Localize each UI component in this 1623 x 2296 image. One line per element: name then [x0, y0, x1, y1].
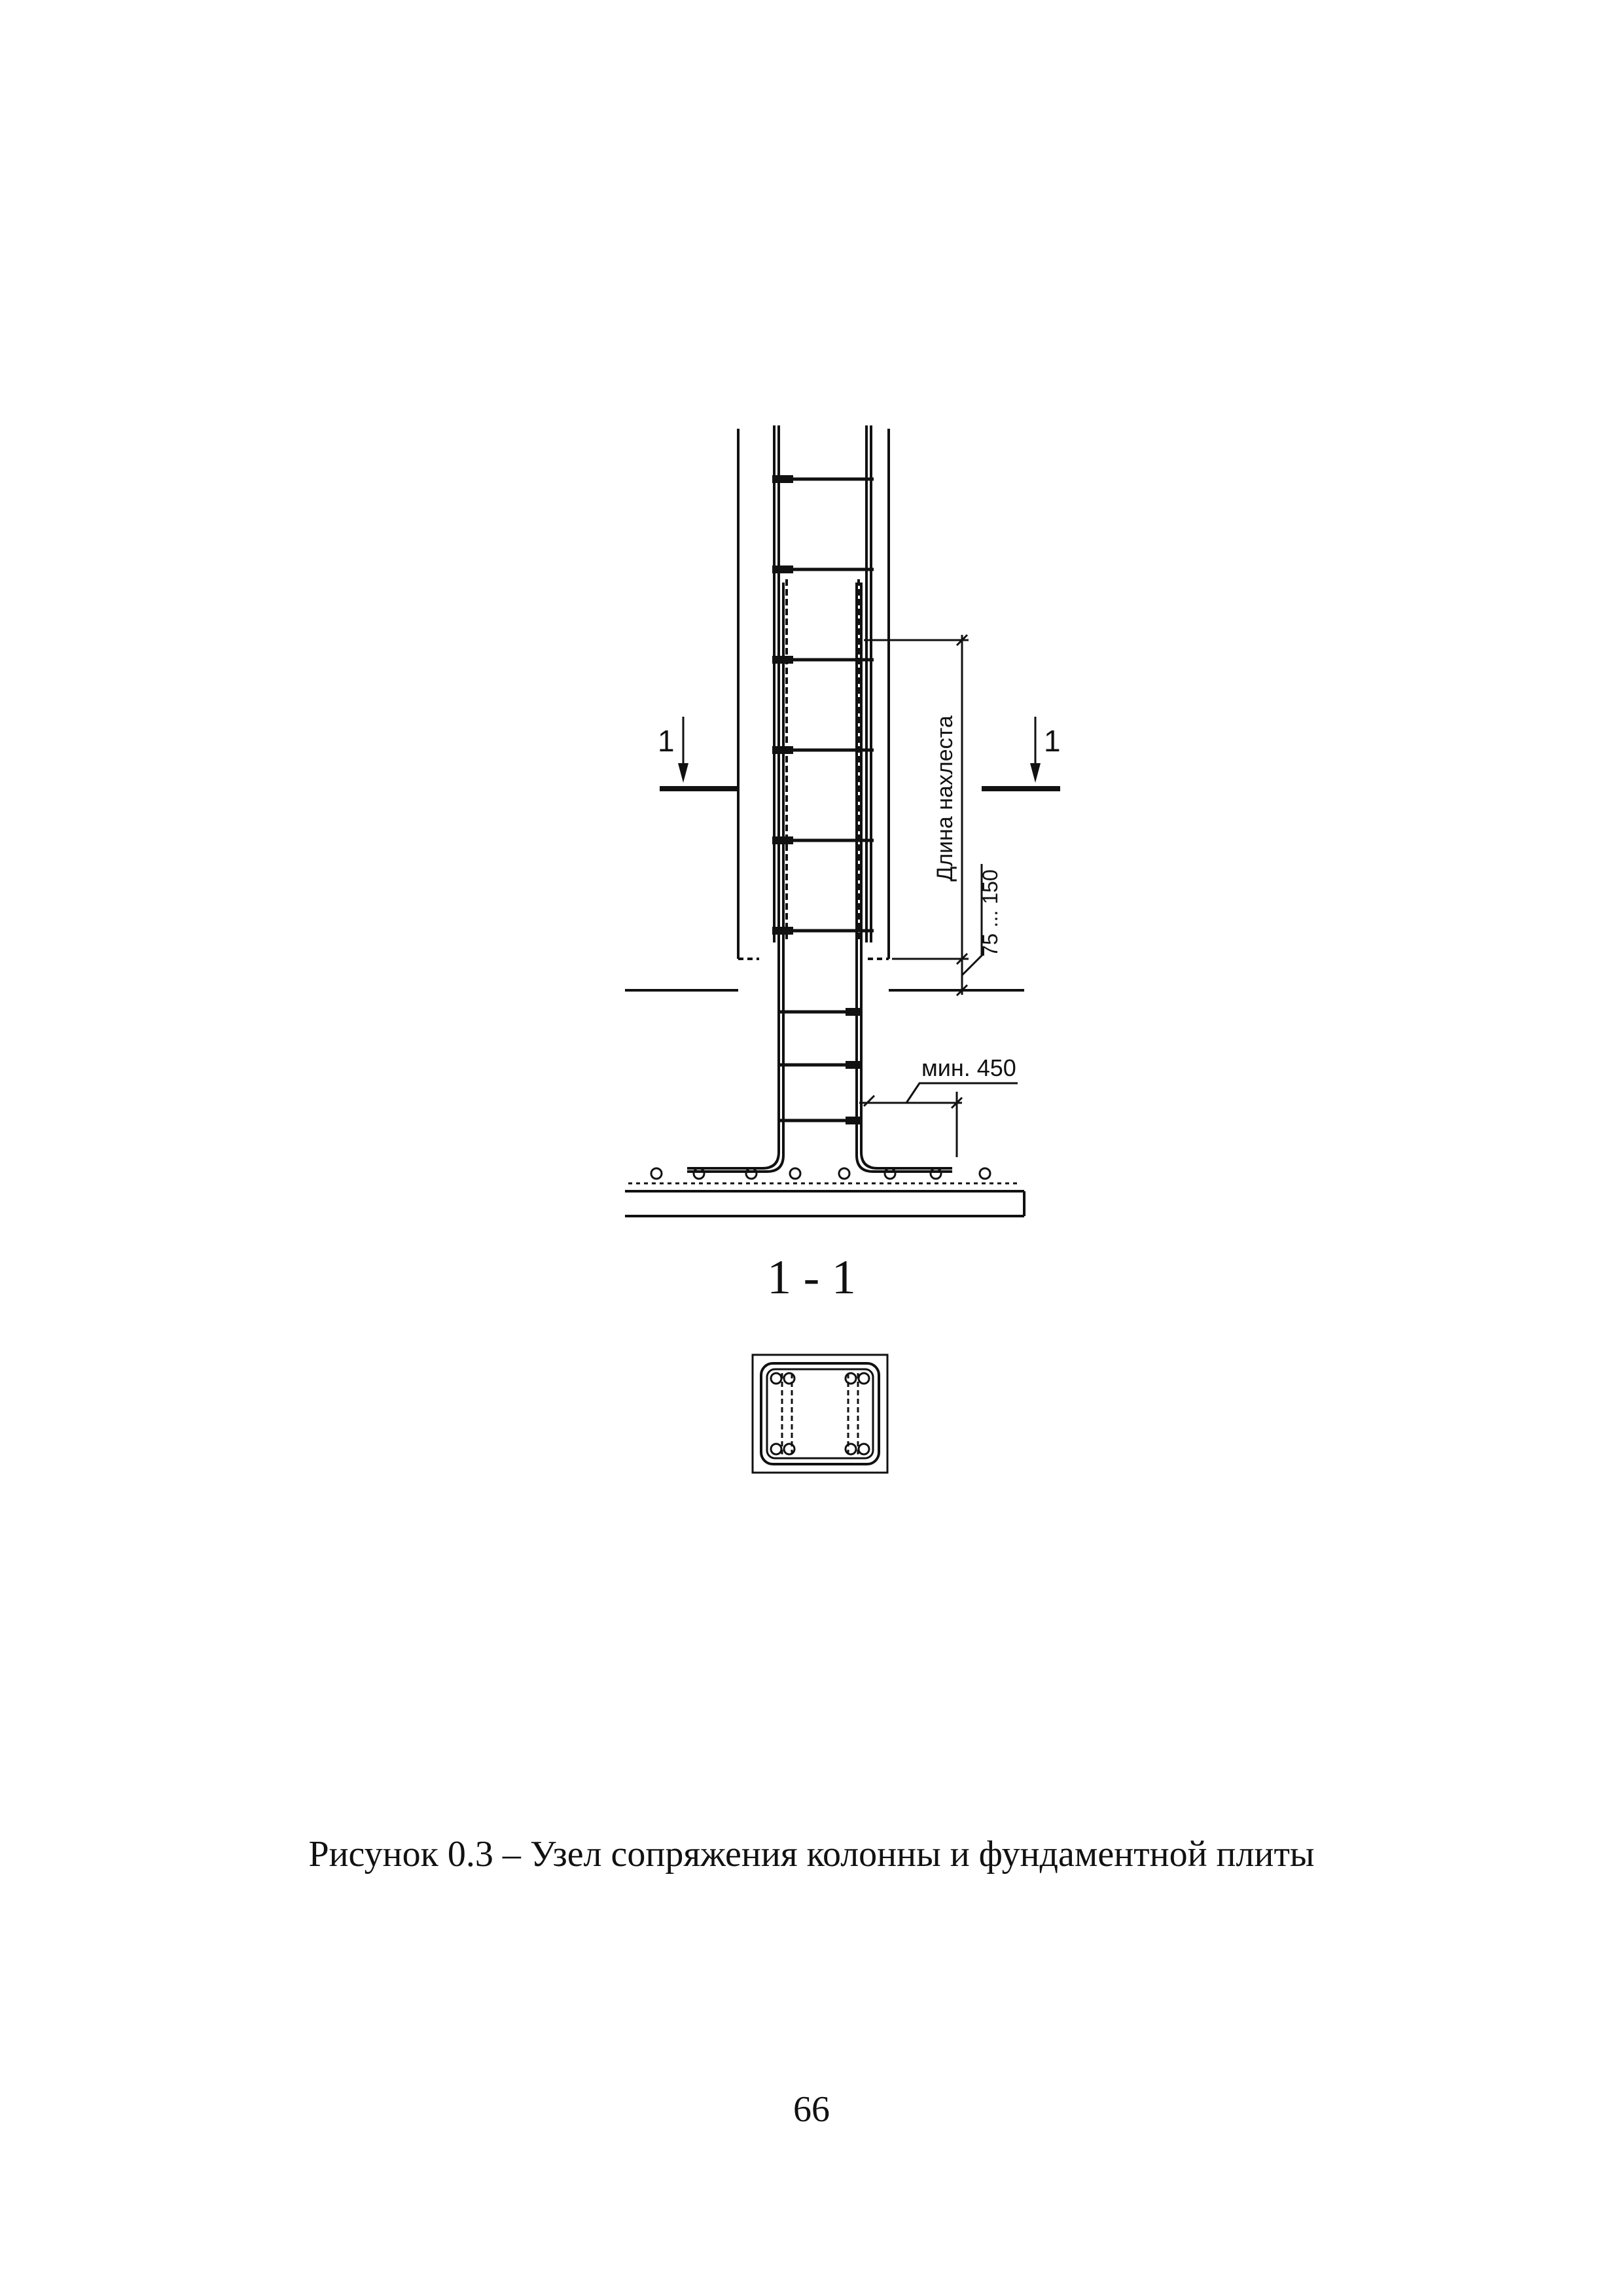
- foundation-slab: [625, 990, 1024, 1216]
- section-cut-number-left: 1: [658, 724, 675, 758]
- lap-length-dimension: [864, 635, 982, 996]
- section-cut-number-right: 1: [1044, 724, 1061, 758]
- section-cut-arrow-left: [678, 763, 688, 783]
- figure-caption: Рисунок 0.3 – Узел сопряжения колонны и фундаментной плиты: [308, 1834, 1315, 1874]
- offset-dimension-label: 75 ... 150: [978, 869, 1002, 957]
- page-number: 66: [793, 2089, 830, 2130]
- section-title: 1 - 1: [767, 1251, 856, 1304]
- min-anchorage-label: мин. 450: [921, 1054, 1016, 1081]
- min-anchorage-dimension: [859, 1083, 1018, 1157]
- section-cut-arrow-right: [1030, 763, 1041, 783]
- lap-length-label: Длина нахлеста: [933, 715, 957, 882]
- starter-bars: [687, 583, 952, 1172]
- cross-section-1-1: [753, 1355, 887, 1473]
